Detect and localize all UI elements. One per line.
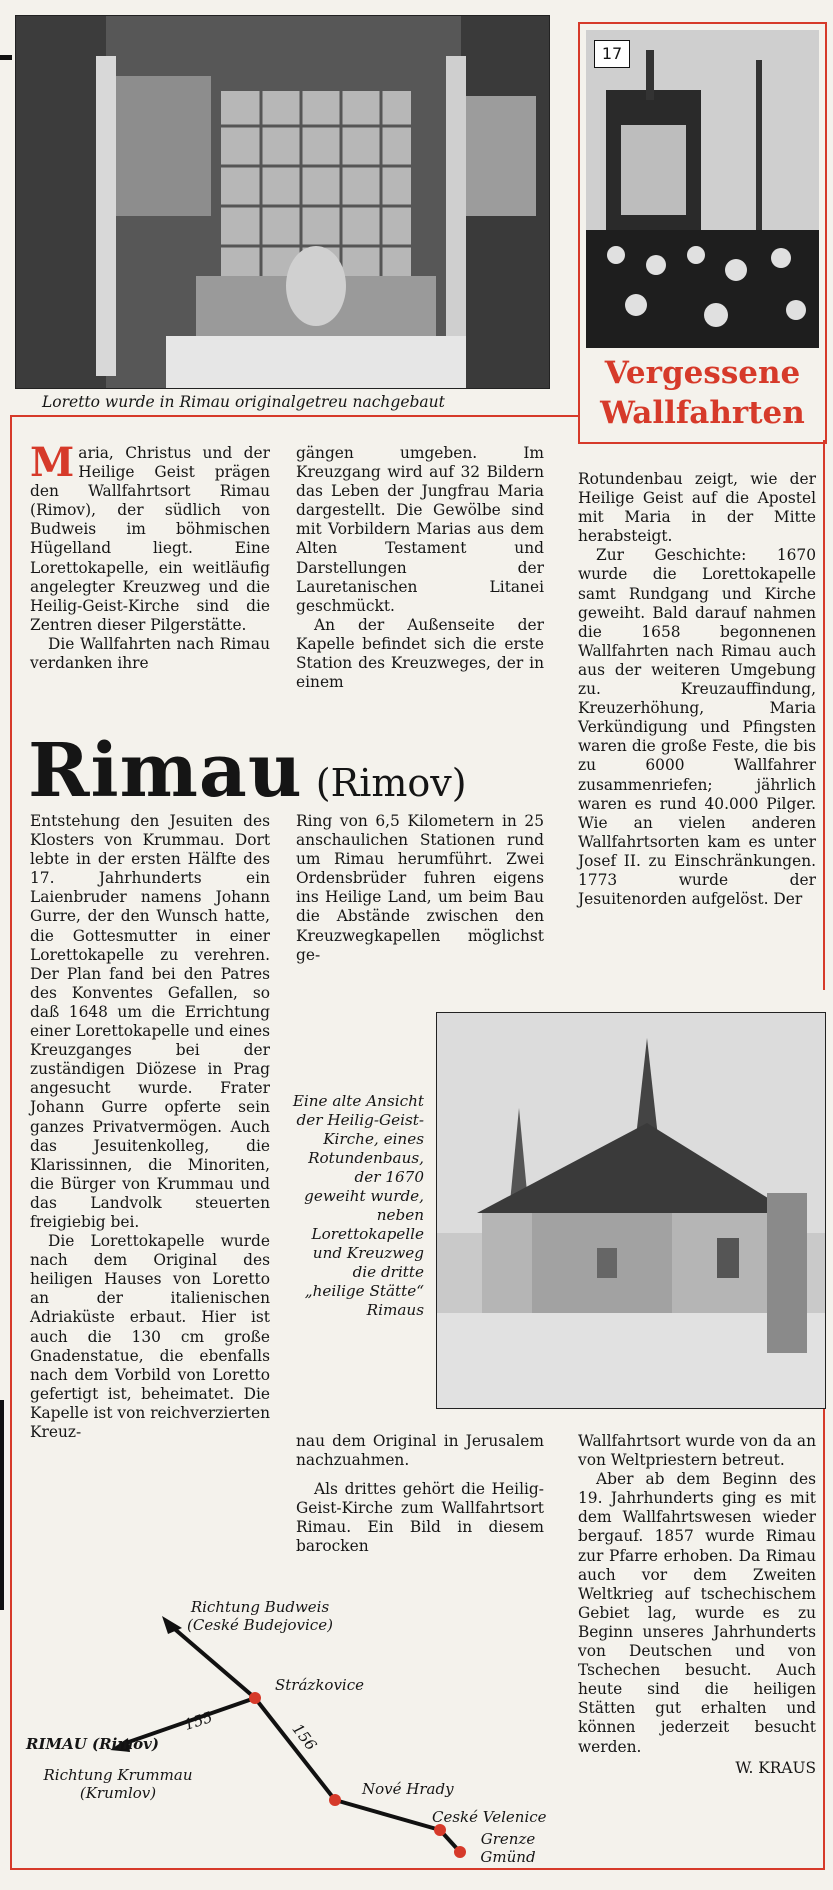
column-1-mid — [30, 812, 270, 1442]
church-photo — [436, 1012, 826, 1409]
church-caption: Eine alte Ansicht der Heilig-Geist-Kirche, eines Rotundenbaus, der 1670 geweiht wurde, neben Lorettokapelle und Kreuzweg die dritte „heilige Stätte“ Rimaus — [292, 1092, 424, 1319]
headline-sub: (Rimov) — [315, 761, 467, 805]
series-box — [578, 22, 827, 444]
column-2-bottom — [296, 1432, 544, 1557]
series-photo — [586, 30, 819, 348]
column-2-mid — [296, 812, 544, 965]
series-number: 17 — [594, 40, 630, 68]
paragraph: gängen umgeben. Im Kreuzgang wird auf 32 Bildern das Leben der Jungfrau Maria dargestellt. Die Gewölbe sind mit Vorbildern Marias aus dem Alten Testament und Darstellungen der Lauretanischen Litanei geschmückt. — [296, 444, 544, 615]
map-label-velenice: Ceské Velenice — [432, 1808, 547, 1826]
map-label-strazkovice: Strázkovice — [275, 1676, 364, 1694]
paragraph: Die Lorettokapelle wurde nach dem Original des heiligen Hauses von Loretto an der italienischen Adriaküste erbaut. Hier ist auch die 130 cm große Gnadenstatue, die ebenfalls nach dem Vorbild von Loretto gefertigt ist, beheimatet. Die Kapelle ist von reichverzierten Kreuz- — [30, 1232, 270, 1441]
edge-mark — [0, 55, 12, 60]
paragraph: Als drittes gehört die Heilig-Geist-Kirche zum Wallfahrtsort Rimau. Ein Bild in diesem barocken — [296, 1480, 544, 1556]
loretto-caption: Loretto wurde in Rimau originalgetreu nachgebaut — [42, 393, 445, 411]
paragraph: Entstehung den Jesuiten des Klosters von Krummau. Dort lebte in der ersten Hälfte des 17. Jahrhunderts ein Laienbruder namens Johann Gurre, der den Wunsch hatte, die Gottesmutter in einer Lorettokapelle zu verehren. Der Plan fand bei den Patres des Konventes Gefallen, so daß 1648 um die Errichtung einer Lorettokapelle und eines Kreuzganges bei der zuständigen Diözese in Prag angesucht wurde. Frater Johann Gurre opferte sein ganzes Privatvermögen. Auch das Jesuitenkolleg, die Klarissinnen, die Minoriten, die Bürger von Krummau und das Landvolk steuerten freigiebig bei. — [30, 812, 270, 1231]
drop-cap: M — [30, 439, 75, 486]
map-label-budweis: Richtung Budweis (Ceské Budejovice) — [187, 1598, 333, 1634]
paragraph: Wallfahrtsort wurde von da an von Weltpriestern betreut. — [578, 1432, 816, 1470]
frame-line — [823, 1405, 825, 1870]
loretto-photo — [15, 15, 550, 389]
frame-line — [10, 415, 12, 1870]
map-label-rimau: RIMAU (Rimov) — [26, 1735, 159, 1753]
headline — [28, 728, 568, 813]
map-label-krummau: Richtung Krummau (Krumlov) — [43, 1766, 193, 1802]
paragraph: Ring von 6,5 Kilometern in 25 anschaulichen Stationen rund um Rimau herumführt. Zwei Ordensbrüder fuhren eigens ins Heilige Land, um beim Bau die Abstände zwischen den Kreuzwegkapellen möglichst ge- — [296, 812, 544, 964]
series-title-line1: Vergessene — [604, 355, 801, 391]
map-label-nove-hrady: Nové Hrady — [362, 1780, 454, 1798]
paragraph: aria, Christus und der Heilige Geist prägen den Wallfahrtsort Rimau (Rimov), der südlich von Budweis im böhmischen Hügelland liegt. Eine Lorettokapelle, ein weitläufig angelegter Kreuzweg und die Heilig-Geist-Kirche sind die Zentren dieser Pilgerstätte. — [30, 444, 270, 634]
town-dot — [454, 1846, 466, 1858]
paragraph: Aber ab dem Beginn des 19. Jahrhunderts ging es mit dem Wallfahrtswesen wieder bergauf. 1857 wurde Rimau zur Pfarre erhoben. Da Rimau auch vor dem Zweiten Weltkrieg auf tschechischem Gebiet lag, wurde es zu Beginn unseres Jahrhunderts von Deutschen und von Tschechen besucht. Auch heute sind die heiligen Stätten gut erhalten und können jederzeit besucht werden. — [578, 1470, 816, 1756]
frame-line — [10, 1868, 825, 1870]
column-2-top — [296, 444, 544, 692]
column-3-bottom — [578, 1432, 816, 1778]
paragraph: An der Außenseite der Kapelle befindet sich die erste Station des Kreuzweges, der in einem — [296, 615, 544, 692]
headline-main: Rimau — [28, 728, 303, 814]
edge-mark — [0, 1400, 4, 1610]
paragraph: Die Wallfahrten nach Rimau verdanken ihre — [30, 634, 270, 673]
town-dot — [329, 1794, 341, 1806]
town-dot — [249, 1692, 261, 1704]
paragraph: Rotundenbau zeigt, wie der Heilige Geist auf die Apostel mit Maria in der Mitte herabsteigt. — [578, 470, 816, 546]
paragraph: nau dem Original in Jerusalem nachzuahmen. — [296, 1432, 544, 1470]
frame-line — [823, 440, 825, 990]
map-label-road-155: 155 — [181, 1708, 215, 1734]
column-1-top — [30, 439, 270, 673]
author: W. KRAUS — [735, 1758, 816, 1777]
paragraph: Zur Geschichte: 1670 wurde die Lorettokapelle samt Rundgang und Kirche geweiht. Bald darauf nahmen die 1658 begonnenen Wallfahrten nach Rimau auch aus der weiteren Umgebung zu. Kreuzauffindung, Kreuzerhöhung, Maria Verkündigung und Pfingsten waren die große Feste, die bis zu 6000 Wallfahrer zusammenriefen; jährlich waren es rund 40.000 Pilger. Wie an vielen anderen Wallfahrtsorten kam es unter Josef II. zu Einschränkungen. 1773 wurde der Jesuitenorden aufgelöst. Der — [578, 546, 816, 909]
column-3 — [578, 470, 816, 909]
map-label-road-156: 156 — [288, 1720, 321, 1754]
frame-line — [10, 415, 578, 417]
series-title-line2: Wallfahrten — [600, 395, 805, 431]
map-label-grenze: Grenze Gmünd — [480, 1830, 536, 1866]
